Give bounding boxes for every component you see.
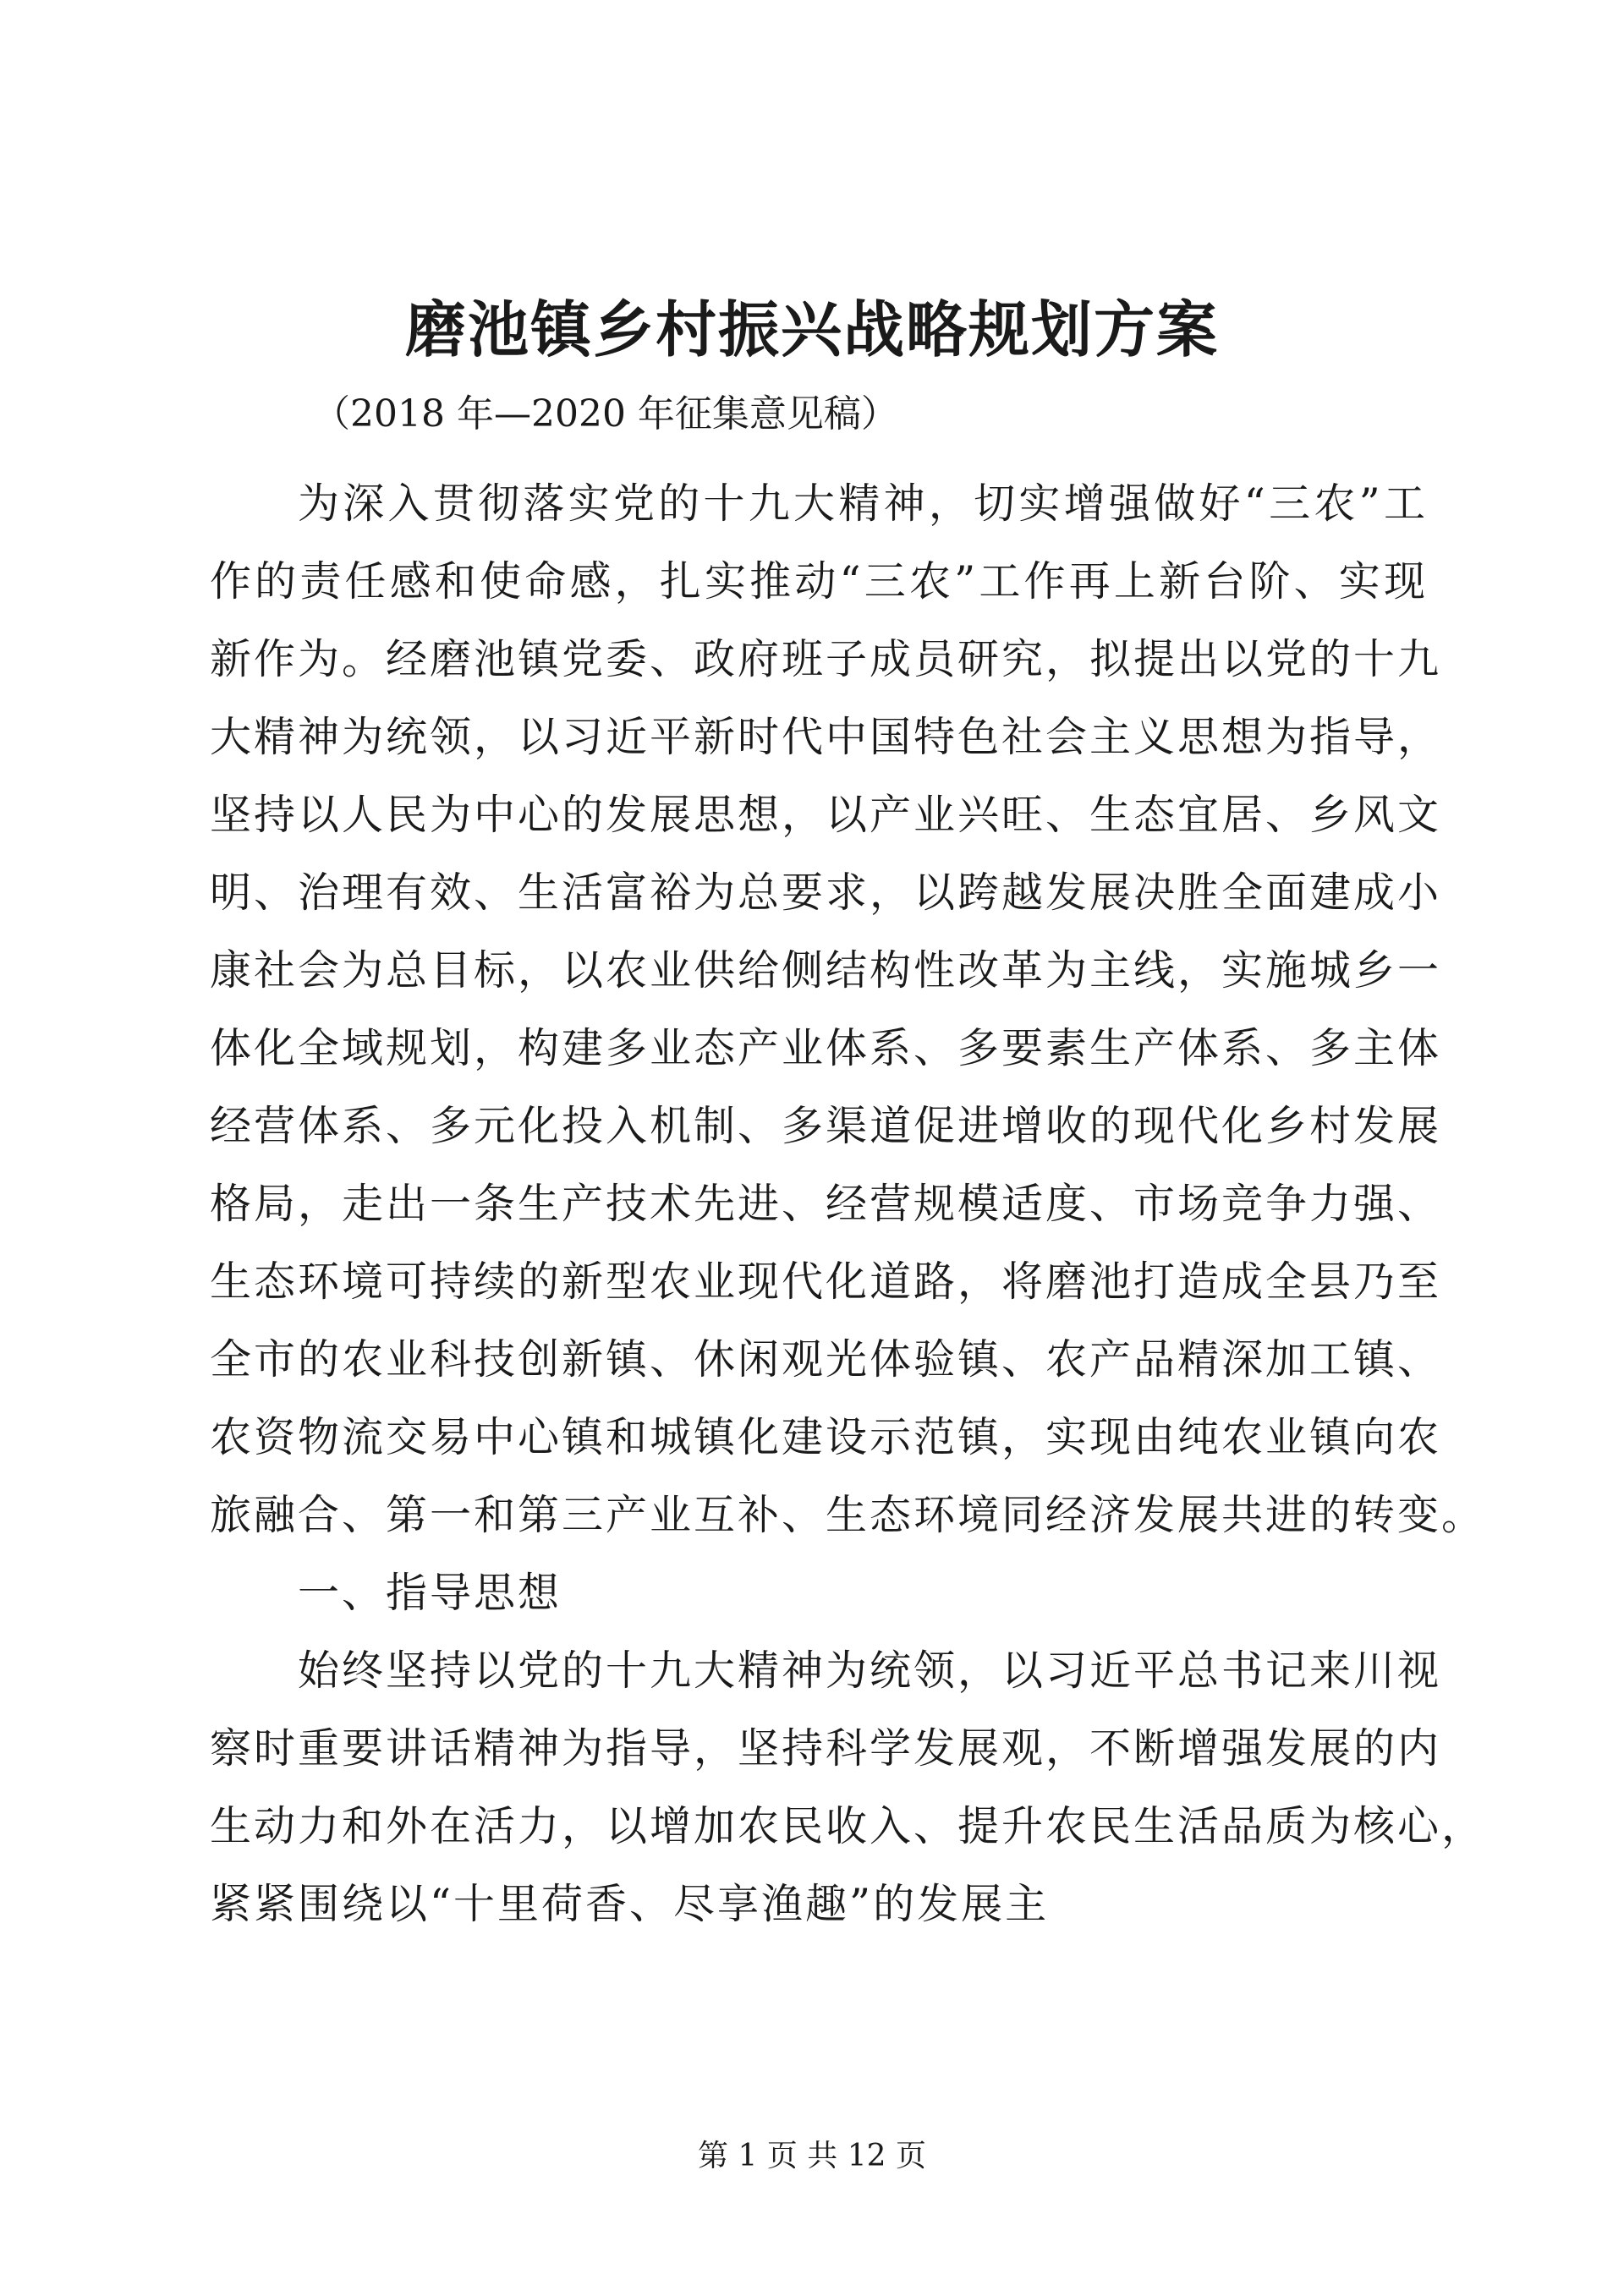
paragraph-line: 全市的农业科技创新镇、休闲观光体验镇、农产品精深加工镇、	[210, 1335, 1442, 1384]
paragraph-line: 体化全域规划，构建多业态产业体系、多要素生产体系、多主体	[210, 1024, 1442, 1072]
paragraph-line: 始终坚持以党的十九大精神为统领，以习近平总书记来川视	[298, 1647, 1442, 1695]
paragraph-line: 大精神为统领，以习近平新时代中国特色社会主义思想为指导，	[210, 713, 1442, 761]
paragraph-line: 格局，走出一条生产技术先进、经营规模适度、市场竞争力强、	[210, 1180, 1442, 1228]
paragraph-line: 为深入贯彻落实党的十九大精神，切实增强做好“三农”工	[298, 479, 1428, 528]
paragraph-line: 生态环境可持续的新型农业现代化道路，将磨池打造成全县乃至	[210, 1258, 1442, 1306]
paragraph-line: 生动力和外在活力，以增加农民收入、提升农民生活品质为核心，	[210, 1802, 1486, 1850]
section-heading: 一、指导思想	[298, 1569, 562, 1617]
paragraph-line: 康社会为总目标，以农业供给侧结构性改革为主线，实施城乡一	[210, 946, 1442, 995]
paragraph-line: 明、治理有效、生活富裕为总要求，以跨越发展决胜全面建成小	[210, 869, 1442, 917]
page-footer: 第 1 页 共 12 页	[698, 2139, 926, 2173]
paragraph-line: 农资物流交易中心镇和城镇化建设示范镇，实现由纯农业镇向农	[210, 1413, 1442, 1461]
document-body	[210, 465, 1486, 1943]
paragraph-line: 旅融合、第一和第三产业互补、生态环境同经济发展共进的转变。	[210, 1491, 1486, 1539]
document-subtitle: （2018 年—2020 年征集意见稿）	[313, 392, 898, 436]
paragraph-line: 察时重要讲话精神为指导，坚持科学发展观，不断增强发展的内	[210, 1724, 1442, 1773]
document-title: 磨池镇乡村振兴战略规划方案	[404, 293, 1219, 365]
paragraph-line: 经营体系、多元化投入机制、多渠道促进增收的现代化乡村发展	[210, 1102, 1442, 1150]
paragraph-line: 作的责任感和使命感，扎实推动“三农”工作再上新台阶、实现	[210, 557, 1428, 606]
paragraph-line: 紧紧围绕以“十里荷香、尽享渔趣”的发展主	[210, 1880, 1050, 1928]
paragraph-line: 新作为。经磨池镇党委、政府班子成员研究，拟提出以党的十九	[210, 635, 1442, 683]
paragraph-line: 坚持以人民为中心的发展思想，以产业兴旺、生态宜居、乡风文	[210, 791, 1442, 839]
